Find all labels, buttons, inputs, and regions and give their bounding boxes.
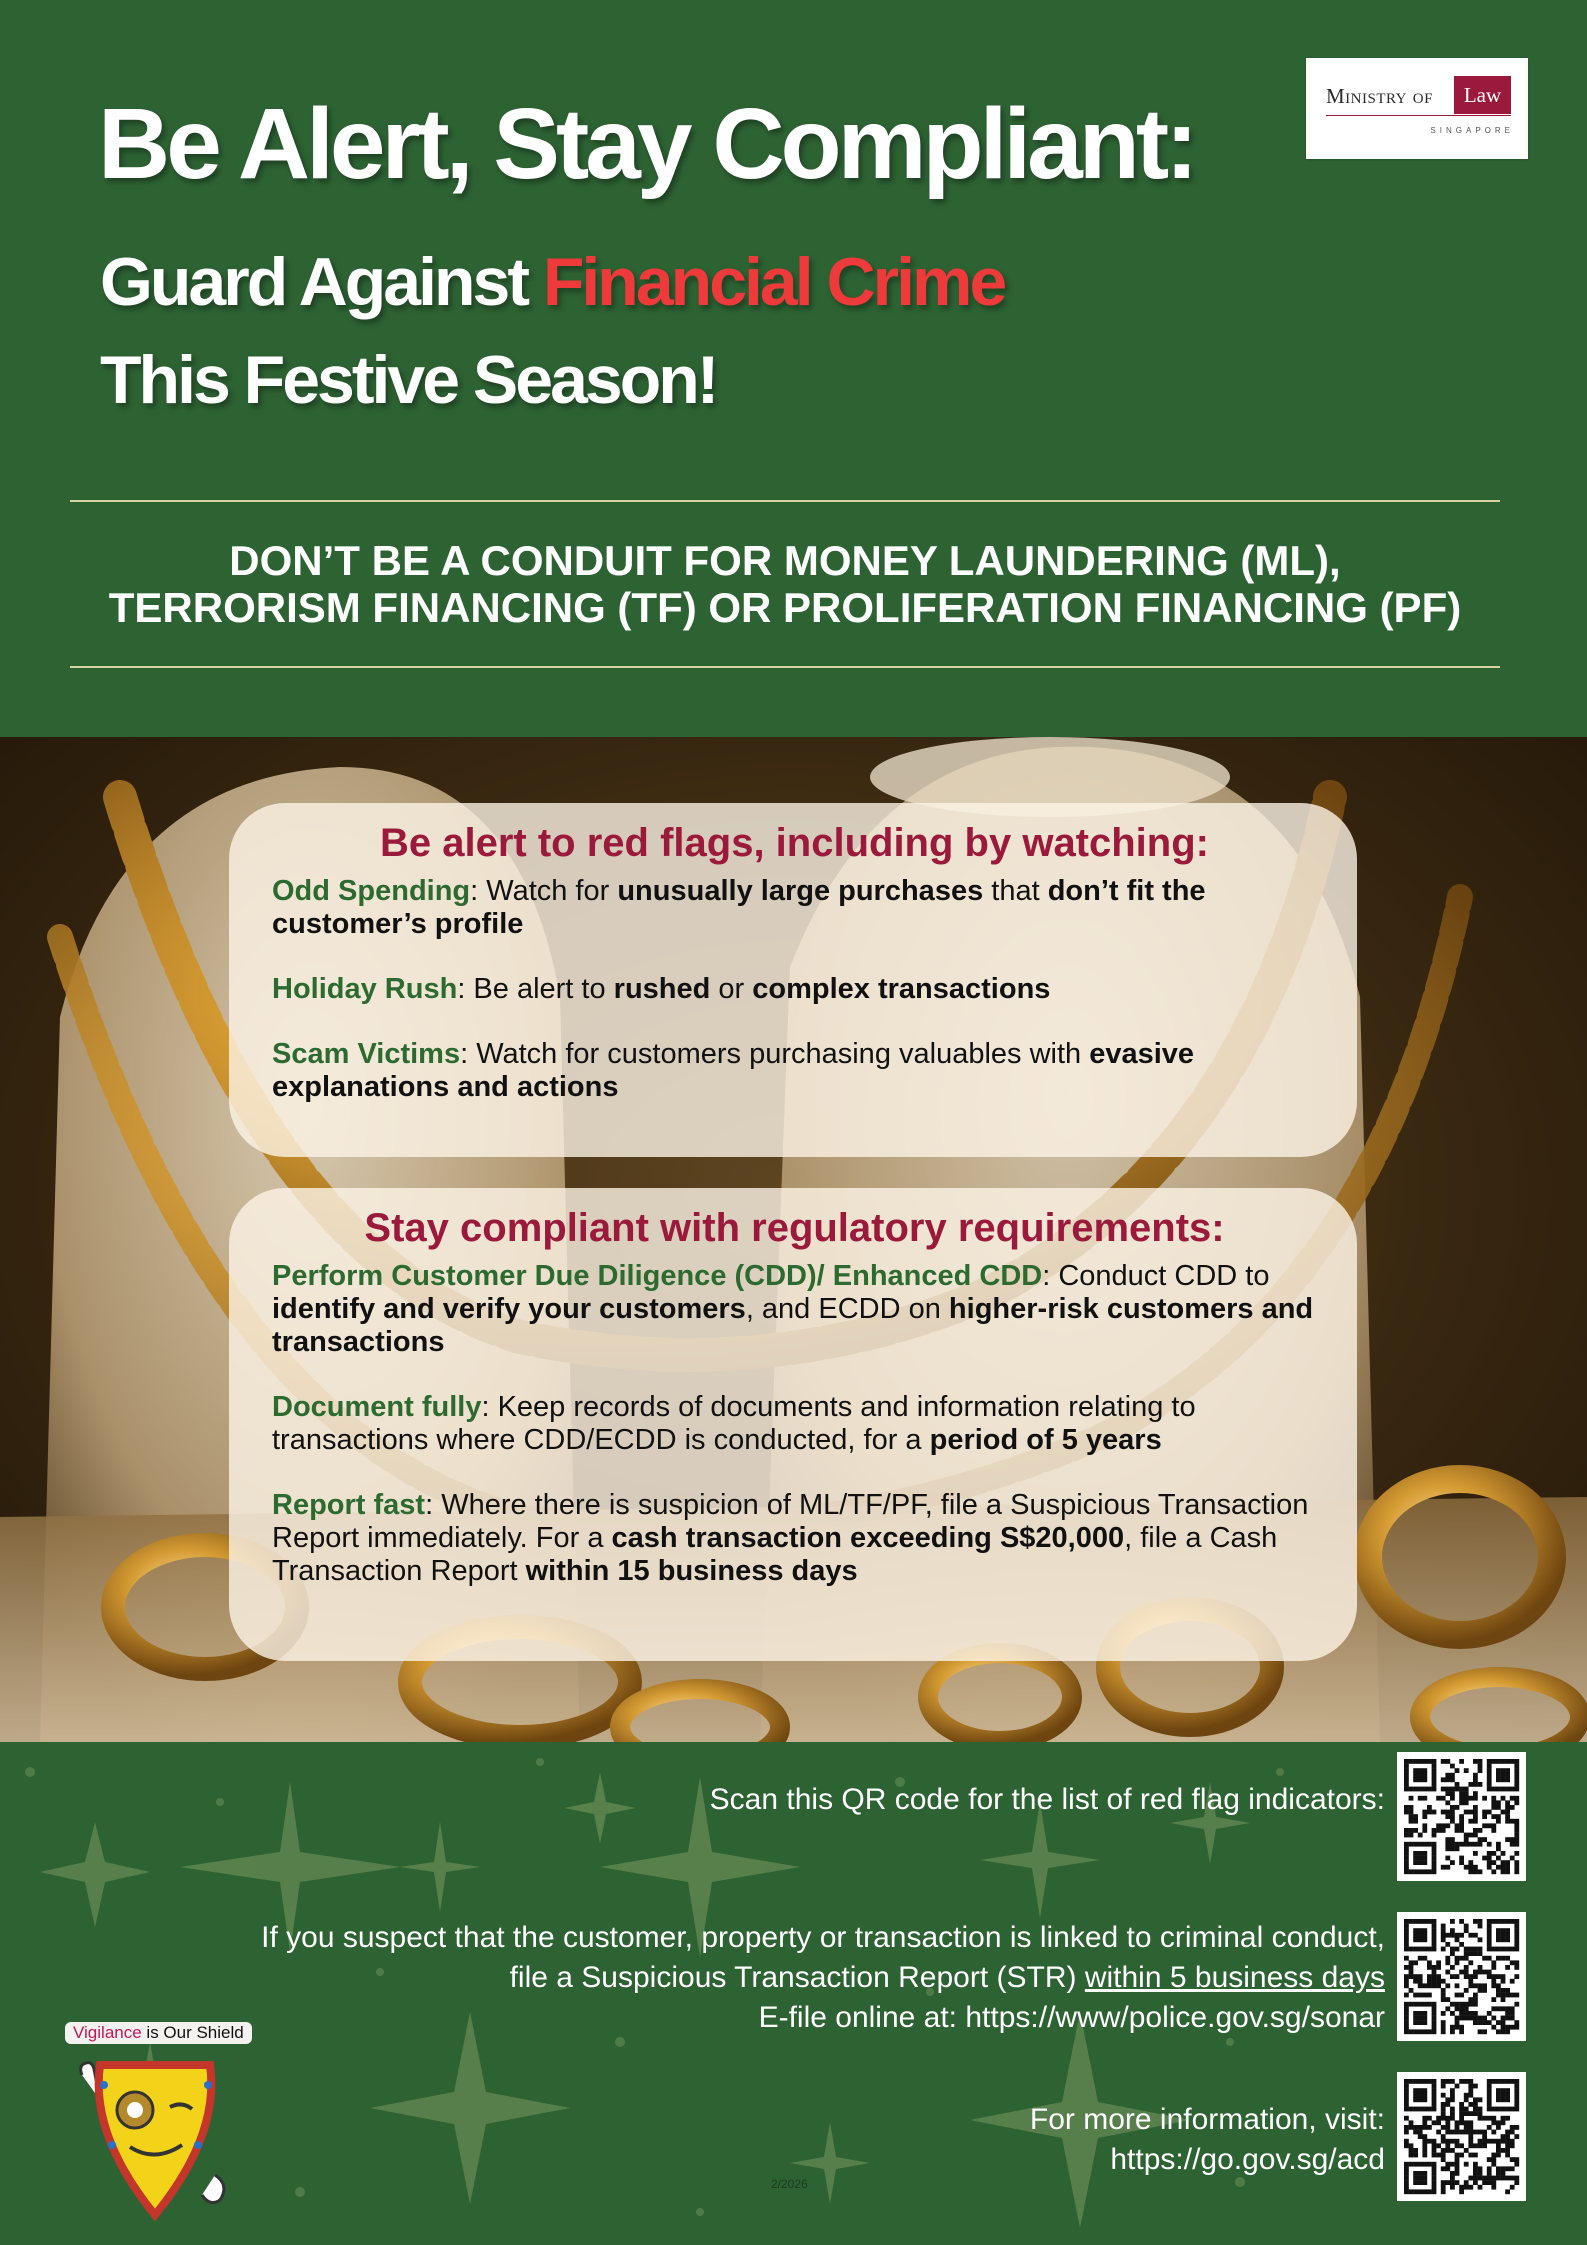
item-emphasis: identify and verify your customers [272, 1293, 746, 1325]
item-key: Holiday Rush [272, 973, 458, 1005]
qr2-line-2-text: file a Suspicious Transaction Report (STR) [509, 1961, 1085, 1994]
logo-ministry-text: Ministry of [1326, 84, 1433, 108]
poster-title: Be Alert, Stay Compliant: [98, 88, 1195, 200]
str-qr-code[interactable] [1397, 1912, 1526, 2041]
qr-pattern-icon [1397, 2072, 1526, 2201]
banner-rule-top [70, 500, 1500, 502]
qr2-deadline: within 5 business days [1084, 1961, 1385, 1994]
tagline-shield: is Our Shield [141, 2023, 244, 2042]
item-text: : Watch for [470, 875, 618, 907]
red-flag-qr-code[interactable] [1397, 1752, 1526, 1881]
item-emphasis: higher-risk customers and transactions [272, 1293, 1314, 1358]
item-text: that [983, 875, 1048, 907]
logo-divider [1326, 115, 1511, 116]
compliance-card [229, 1188, 1357, 1661]
jewellery-photo [0, 737, 1587, 1742]
compliance-item [272, 1391, 1317, 1457]
item-key: Document fully [272, 1391, 482, 1423]
qr-pattern-icon [1397, 1752, 1526, 1881]
vigilance-tagline [65, 2022, 252, 2044]
red-flag-item [272, 875, 1317, 941]
item-emphasis: within 15 business days [525, 1555, 858, 1587]
logo-country-text: SINGAPORE [1430, 126, 1514, 135]
qr2-caption [261, 1918, 1385, 2038]
item-key: Odd Spending [272, 875, 471, 907]
qr1-caption: Scan this QR code for the list of red flag indicators: [709, 1783, 1385, 1816]
page-code: 2/2026 [771, 2177, 808, 2191]
warning-banner [60, 537, 1510, 631]
item-text: : Keep records of documents and information relating to transactions where CDD/ECDD is conducted, for a [272, 1391, 1196, 1456]
shield-mascot-icon [70, 2055, 240, 2225]
more-info-qr-code[interactable] [1397, 2072, 1526, 2201]
subtitle-festive-season: This Festive Season! [100, 342, 717, 418]
item-text: : Watch for customers purchasing valuables with [460, 1038, 1090, 1070]
header [0, 0, 1587, 737]
banner-rule-bottom [70, 666, 1500, 668]
ministry-of-law-logo [1306, 58, 1528, 159]
subtitle-guard-against: Guard Against [100, 244, 543, 320]
red-flag-item [272, 973, 1317, 1006]
poster-subtitle [100, 233, 1004, 429]
banner-line-2: TERRORISM FINANCING (TF) OR PROLIFERATION FINANCING (PF) [108, 584, 1462, 631]
qr3-line-2: https://go.gov.sg/acd [1110, 2143, 1385, 2176]
logo-law-text: Law [1454, 76, 1511, 114]
item-text: , and ECDD on [745, 1293, 949, 1325]
compliance-item [272, 1260, 1317, 1359]
compliance-title: Stay compliant with regulatory requirements: [364, 1206, 1225, 1250]
red-flag-item [272, 1038, 1317, 1104]
qr2-line-2 [261, 1958, 1385, 1998]
item-key: Scam Victims [272, 1038, 461, 1070]
red-flags-title: Be alert to red flags, including by watching: [380, 821, 1209, 865]
item-text: : Conduct CDD to [1042, 1260, 1270, 1292]
item-text: : Where there is suspicion of ML/TF/PF, file a Suspicious Transaction Report immediately. For a [272, 1489, 1309, 1554]
subtitle-financial-crime: Financial Crime [542, 244, 1005, 320]
qr2-line-1: If you suspect that the customer, property or transaction is linked to criminal conduct, [261, 1921, 1385, 1954]
item-emphasis: evasive explanations and actions [272, 1038, 1195, 1103]
item-key: Perform Customer Due Diligence (CDD)/ Enhanced CDD [272, 1260, 1043, 1292]
item-text: : Be alert to [457, 973, 614, 1005]
item-emphasis: complex transactions [752, 973, 1051, 1005]
item-emphasis: period of 5 years [929, 1424, 1162, 1456]
item-key: Report fast [272, 1489, 426, 1521]
item-emphasis: rushed [613, 973, 711, 1005]
compliance-item [272, 1489, 1317, 1588]
qr2-line-3: E-file online at: https://www/police.gov.sg/sonar [758, 2001, 1385, 2034]
qr-pattern-icon [1397, 1912, 1526, 2041]
item-text: , file a Cash Transaction Report [272, 1522, 1278, 1587]
qr3-line-1: For more information, visit: [1029, 2103, 1385, 2136]
item-text: or [710, 973, 753, 1005]
item-emphasis: unusually large purchases [617, 875, 984, 907]
item-emphasis: don’t fit the customer’s profile [272, 875, 1206, 940]
qr3-caption [1030, 2100, 1385, 2180]
item-emphasis: cash transaction exceeding S$20,000 [611, 1522, 1125, 1554]
banner-line-1: DON’T BE A CONDUIT FOR MONEY LAUNDERING (ML), [229, 537, 1341, 584]
tagline-vigilance: Vigilance [73, 2023, 142, 2042]
red-flags-card [229, 803, 1357, 1157]
